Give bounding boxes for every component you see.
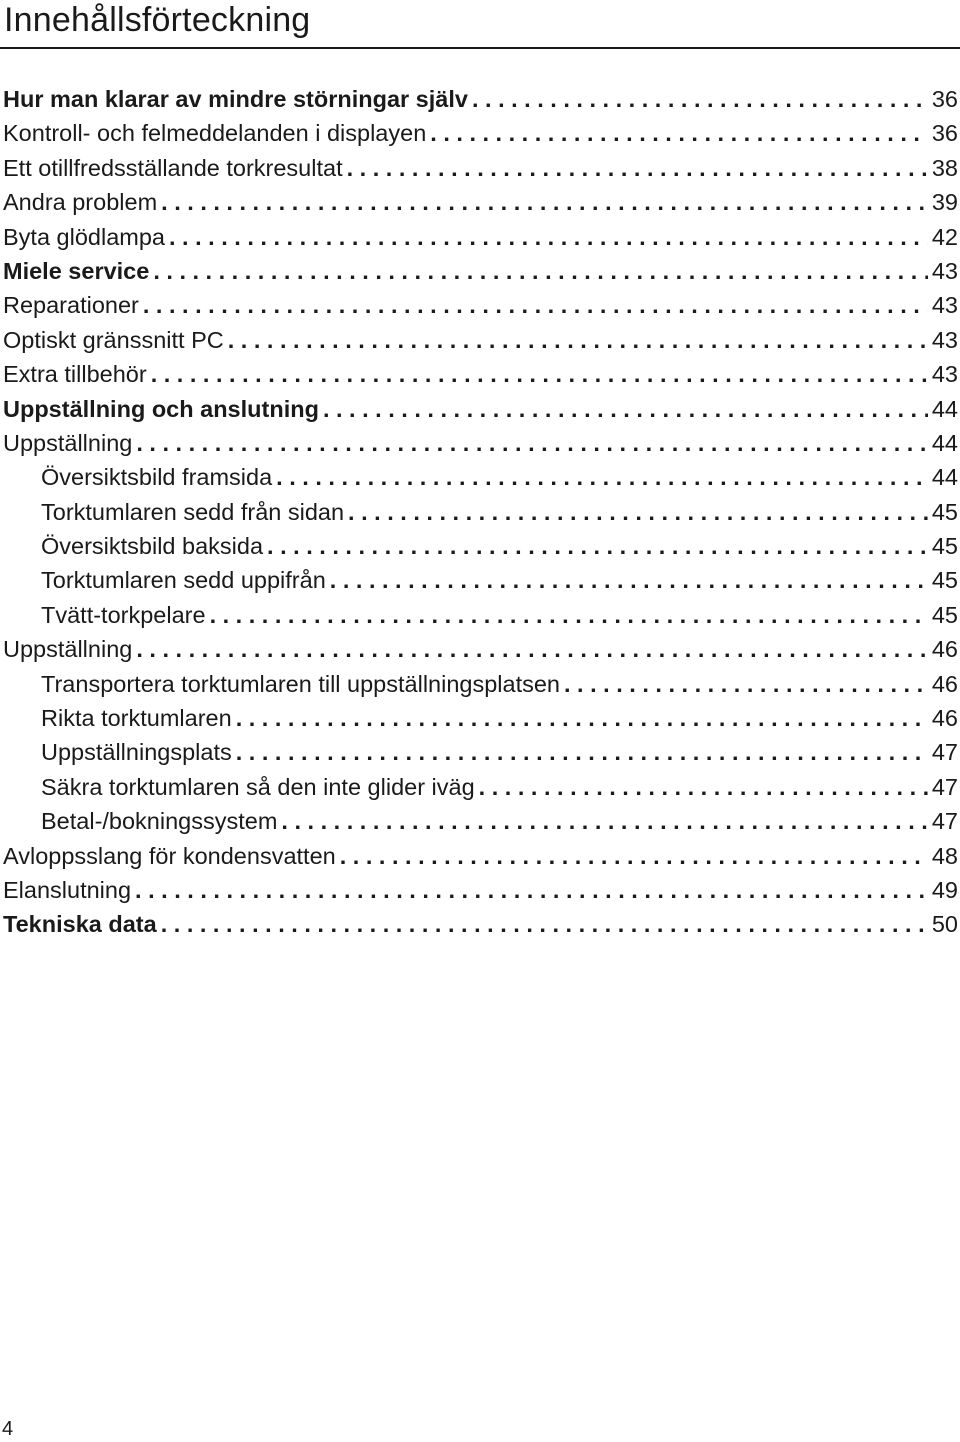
toc-entry[interactable]	[0, 392, 958, 426]
toc-entry[interactable]	[0, 804, 958, 838]
toc-dot-leader	[267, 529, 928, 563]
toc-dot-leader	[330, 563, 928, 597]
toc-entry-page: 48	[931, 842, 958, 869]
toc-dot-leader	[472, 82, 928, 116]
toc-entry-page: 47	[931, 739, 958, 766]
toc-entry[interactable]	[0, 323, 958, 357]
toc-dot-leader	[340, 839, 928, 873]
toc-entry-label: Torktumlaren sedd från sidan	[41, 498, 345, 525]
toc-entry-label: Uppställning	[3, 636, 133, 663]
toc-entry[interactable]	[0, 426, 958, 460]
toc-dot-leader	[430, 116, 928, 150]
toc-dot-leader	[347, 151, 928, 185]
toc-dot-leader	[323, 392, 928, 426]
toc-entry[interactable]	[0, 701, 958, 735]
toc-entry-page: 46	[931, 636, 958, 663]
toc-entry-label: Hur man klarar av mindre störningar själv	[3, 86, 468, 112]
toc-dot-leader	[161, 907, 928, 941]
toc-entry-page: 47	[931, 773, 958, 800]
toc-entry[interactable]	[0, 185, 958, 219]
toc-entry-page: 36	[931, 86, 958, 112]
table-of-contents	[0, 82, 958, 942]
page-number: 4	[2, 1418, 14, 1440]
toc-entry-page: 49	[931, 876, 958, 903]
toc-dot-leader	[564, 667, 928, 701]
toc-entry-page: 44	[931, 395, 958, 422]
toc-dot-leader	[281, 804, 927, 838]
toc-entry[interactable]	[0, 667, 958, 701]
toc-dot-leader	[135, 873, 928, 907]
toc-dot-leader	[479, 770, 928, 804]
toc-entry-label: Byta glödlampa	[3, 223, 165, 250]
toc-dot-leader	[161, 185, 928, 219]
toc-dot-leader	[228, 323, 928, 357]
toc-entry-page: 46	[931, 670, 958, 697]
page-title: Innehållsförteckning	[4, 1, 311, 39]
toc-entry-page: 45	[931, 498, 958, 525]
toc-entry[interactable]	[0, 220, 958, 254]
toc-entry[interactable]	[0, 288, 958, 322]
toc-entry-page: 42	[931, 223, 958, 250]
toc-entry-label: Elanslutning	[3, 876, 132, 903]
toc-dot-leader	[236, 735, 928, 769]
toc-entry[interactable]	[0, 873, 958, 907]
toc-entry-label: Avloppsslang för kondensvatten	[3, 842, 336, 869]
toc-dot-leader	[136, 426, 928, 460]
toc-entry-page: 43	[931, 257, 958, 284]
toc-entry-label: Torktumlaren sedd uppifrån	[41, 567, 326, 594]
toc-entry[interactable]	[0, 495, 958, 529]
toc-entry[interactable]	[0, 563, 958, 597]
toc-entry[interactable]	[0, 460, 958, 494]
toc-dot-leader	[348, 495, 928, 529]
toc-entry-label: Översiktsbild framsida	[41, 464, 273, 491]
toc-entry-label: Ett otillfredsställande torkresultat	[3, 154, 343, 181]
toc-entry-page: 44	[931, 464, 958, 491]
toc-entry-label: Reparationer	[3, 292, 139, 319]
toc-entry[interactable]	[0, 735, 958, 769]
toc-entry-page: 46	[931, 705, 958, 732]
toc-entry-page: 39	[931, 189, 958, 216]
toc-entry-label: Extra tillbehör	[3, 361, 147, 388]
toc-entry[interactable]	[0, 82, 958, 116]
toc-entry-label: Miele service	[3, 257, 150, 284]
toc-entry[interactable]	[0, 598, 958, 632]
toc-entry-label: Uppställning och anslutning	[3, 395, 319, 422]
toc-entry[interactable]	[0, 907, 958, 941]
toc-entry[interactable]	[0, 770, 958, 804]
toc-entry[interactable]	[0, 151, 958, 185]
toc-entry-label: Uppställningsplats	[41, 739, 232, 766]
toc-entry-label: Transportera torktumlaren till uppställningsplatsen	[41, 670, 560, 697]
toc-dot-leader	[153, 254, 928, 288]
toc-entry[interactable]	[0, 529, 958, 563]
toc-entry-page: 45	[931, 601, 958, 628]
toc-entry[interactable]	[0, 116, 958, 150]
toc-entry-label: Andra problem	[3, 189, 158, 216]
toc-entry-page: 43	[931, 361, 958, 388]
toc-dot-leader	[210, 598, 928, 632]
toc-entry-label: Säkra torktumlaren så den inte glider iväg	[41, 773, 475, 800]
toc-entry-label: Kontroll- och felmeddelanden i displayen	[3, 120, 427, 147]
toc-entry[interactable]	[0, 839, 958, 873]
toc-entry[interactable]	[0, 632, 958, 666]
toc-entry-label: Tvätt-torkpelare	[41, 601, 206, 628]
toc-entry[interactable]	[0, 357, 958, 391]
toc-dot-leader	[276, 460, 928, 494]
toc-entry-page: 36	[931, 120, 958, 147]
toc-entry-page: 45	[931, 533, 958, 560]
toc-dot-leader	[136, 632, 928, 666]
toc-entry-label: Rikta torktumlaren	[41, 705, 232, 732]
toc-dot-leader	[143, 288, 928, 322]
toc-dot-leader	[236, 701, 928, 735]
toc-entry-page: 45	[931, 567, 958, 594]
toc-entry-label: Betal-/bokningssystem	[41, 808, 278, 835]
toc-entry-page: 47	[931, 808, 958, 835]
toc-entry-page: 43	[931, 292, 958, 319]
title-divider	[0, 47, 960, 49]
toc-entry[interactable]	[0, 254, 958, 288]
toc-entry-page: 44	[931, 429, 958, 456]
toc-entry-page: 50	[931, 911, 958, 938]
toc-entry-page: 38	[931, 154, 958, 181]
toc-entry-label: Uppställning	[3, 429, 133, 456]
toc-entry-label: Optiskt gränssnitt PC	[3, 326, 224, 353]
toc-entry-page: 43	[931, 326, 958, 353]
toc-entry-label: Tekniska data	[3, 911, 157, 938]
toc-dot-leader	[169, 220, 928, 254]
toc-entry-label: Översiktsbild baksida	[41, 533, 264, 560]
toc-dot-leader	[151, 357, 928, 391]
